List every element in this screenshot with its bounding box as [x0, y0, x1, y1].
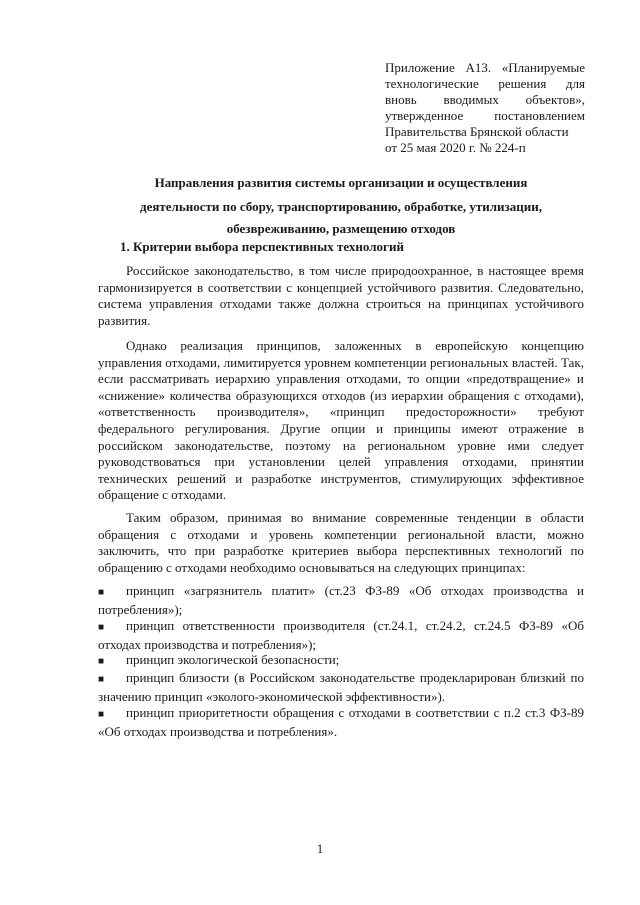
- paragraph-line: федерального регулирования. Другие опции и принципы имеют отражение в: [98, 420, 584, 436]
- list-item: ■ принцип близости (в Российском законодательстве продекларирован близкий по значению принцип «эколого-экономической эффективности»).: [98, 670, 584, 704]
- paragraph-line: управления отходами, лимитируется уровнем компетенции региональных властей. Так,: [98, 354, 584, 370]
- appendix-line: утвержденное постановлением: [385, 108, 585, 123]
- paragraph-line: Российское законодательство, в том числе природоохранное, в настоящее время: [126, 263, 584, 278]
- paragraph-line: обращение с отходами.: [98, 487, 227, 503]
- paragraph-line: российском законодательстве, поэтому на региональном уровне ими следует: [98, 437, 584, 453]
- document-title-line-3: обезвреживанию, размещению отходов: [226, 221, 456, 236]
- paragraph-line: руководствоваться при установлении целей управления отходами, принятии: [98, 454, 584, 470]
- paragraph-line: гармонизируется в соответствии с концепцией устойчивого развития. Следовательно,: [98, 279, 584, 295]
- bullet-icon: ■: [98, 709, 105, 720]
- paragraph-3: [98, 510, 584, 576]
- paragraph-line: технических решений и разработке инструментов, стимулирующих эффективное: [98, 470, 584, 486]
- paragraph-line: «снижение» количества образующихся отходов (из иерархии обращения с отходами),: [98, 387, 584, 403]
- bullet-icon: ■: [98, 622, 105, 633]
- appendix-note: [385, 60, 585, 156]
- paragraph-line: обращению с отходами необходимо основываться на следующих принципах:: [98, 559, 526, 575]
- page-number: 1: [316, 841, 324, 856]
- list-item: ■ принцип приоритетности обращения с отходами в соответствии с п.2 ст.3 ФЗ-89 «Об отходах производства и потребления».: [98, 705, 584, 739]
- paragraph-line: если рассматривать иерархию управления отходами, то опции «предотвращение» и: [98, 371, 584, 387]
- paragraph-line: Таким образом, принимая во внимание современные тенденции в области: [126, 510, 584, 525]
- section-heading: 1. Критерии выбора перспективных технологий: [120, 239, 404, 254]
- appendix-line: Правительства Брянской области: [385, 124, 569, 139]
- bullet-icon: ■: [98, 656, 105, 667]
- paragraph-1: [98, 263, 584, 329]
- bullet-icon: ■: [98, 674, 105, 685]
- paragraph-line: заключить, что при разработке критериев выбора перспективных технологий по: [98, 543, 584, 559]
- list-item: ■ принцип «загрязнитель платит» (ст.23 ФЗ-89 «Об отходах производства и потребления»);: [98, 583, 584, 617]
- bullet-icon: ■: [98, 587, 105, 598]
- appendix-line: вновь вводимых объектов»,: [385, 92, 585, 107]
- document-title-line-2: деятельности по сбору, транспортированию, обработке, утилизации,: [140, 199, 542, 214]
- paragraph-line: обращения с отходами и уровень компетенции региональной власти, можно: [98, 526, 584, 542]
- paragraph-line: развития.: [98, 312, 151, 328]
- paragraph-line: система управления отходами также должна строиться на принципах устойчивого: [98, 296, 584, 312]
- paragraph-line: «ответственность производителя», «принцип предосторожности» требуют: [98, 404, 584, 420]
- list-item: ■ принцип ответственности производителя (ст.24.1, ст.24.2, ст.24.5 ФЗ-89 «Об отходах производства и потребления»);: [98, 618, 584, 652]
- paragraph-2: [98, 338, 584, 504]
- list-item: ■ принцип экологической безопасности;: [98, 652, 584, 671]
- document-title-line-1: Направления развития системы организации и осуществления: [154, 175, 528, 190]
- appendix-line: технологические решения для: [385, 76, 585, 91]
- appendix-line: от 25 мая 2020 г. № 224-п: [385, 140, 526, 155]
- appendix-line: Приложение А13. «Планируемые: [385, 60, 585, 75]
- paragraph-line: Однако реализация принципов, заложенных в европейскую концепцию: [126, 338, 584, 353]
